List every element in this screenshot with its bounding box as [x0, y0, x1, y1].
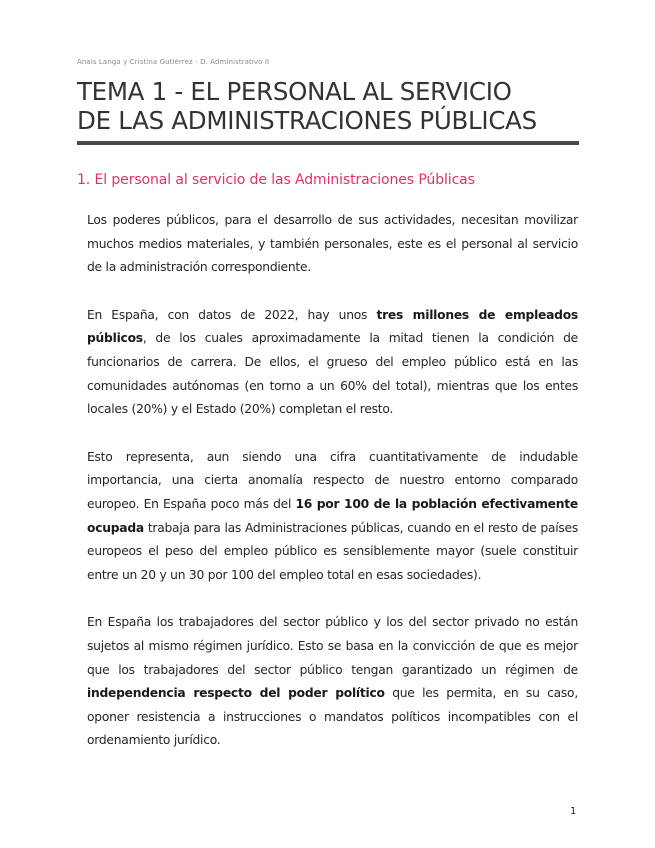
paragraph-2-emphasis: tres millones de empleados públicos	[87, 307, 578, 346]
paragraph-2-text-a: En España, con datos de 2022, hay unos	[87, 307, 377, 322]
body-text	[87, 209, 578, 777]
paragraph-2	[87, 304, 578, 422]
paragraph-1-text: Los poderes públicos, para el desarrollo de sus actividades, necesitan movilizar muchos medios materiales, y también personales, este es el personal al servicio de la administración correspondiente.	[87, 213, 578, 275]
document-title-line-2: DE LAS ADMINISTRACIONES PÚBLICAS	[77, 106, 537, 135]
paragraph-4-emphasis: independencia respecto del poder político	[87, 686, 385, 701]
title-divider	[77, 141, 579, 145]
document-title-line-1: TEMA 1 - EL PERSONAL AL SERVICIO	[77, 77, 512, 106]
document-title	[77, 77, 587, 135]
paragraph-3-text-b: trabaja para las Administraciones públicas, cuando en el resto de países europeos el peso del empleo público es sensiblemente mayor (suele constituir entre un 20 y un 30 por 100 del empleo total en esas sociedades).	[87, 520, 578, 582]
paragraph-3-emphasis: 16 por 100 de la población efectivamente ocupada	[87, 496, 578, 535]
paragraph-4-text-a: En España los trabajadores del sector público y los del sector privado no están sujetos al mismo régimen jurídico. Esto se basa en la convicción de que es mejor que los trabajadores del sector público tengan garantizado un régimen de	[87, 615, 578, 677]
running-header: Anais Langa y Cristina Gutiérrez - D. Administrativo II	[77, 58, 270, 66]
paragraph-2-text-b: , de los cuales aproximadamente la mitad tienen la condición de funcionarios de carrera. De ellos, el grueso del empleo público está en las comunidades autónomas (en torno a un 60% del total), mientras que los entes locales (20%) y el Estado (20%) completan el resto.	[87, 331, 578, 417]
page-number: 1	[570, 806, 577, 817]
paragraph-4	[87, 611, 578, 753]
paragraph-4-text-b: que les permita, en su caso, oponer resistencia a instrucciones o mandatos políticos incompatibles con el ordenamiento jurídico.	[87, 686, 578, 748]
section-heading: 1. El personal al servicio de las Administraciones Públicas	[77, 172, 475, 188]
paragraph-3	[87, 446, 578, 588]
paragraph-3-text-a: Esto representa, aun siendo una cifra cuantitativamente de indudable importancia, una cierta anomalía respecto de nuestro entorno comparado europeo. En España poco más del	[87, 449, 578, 511]
paragraph-1	[87, 209, 578, 280]
